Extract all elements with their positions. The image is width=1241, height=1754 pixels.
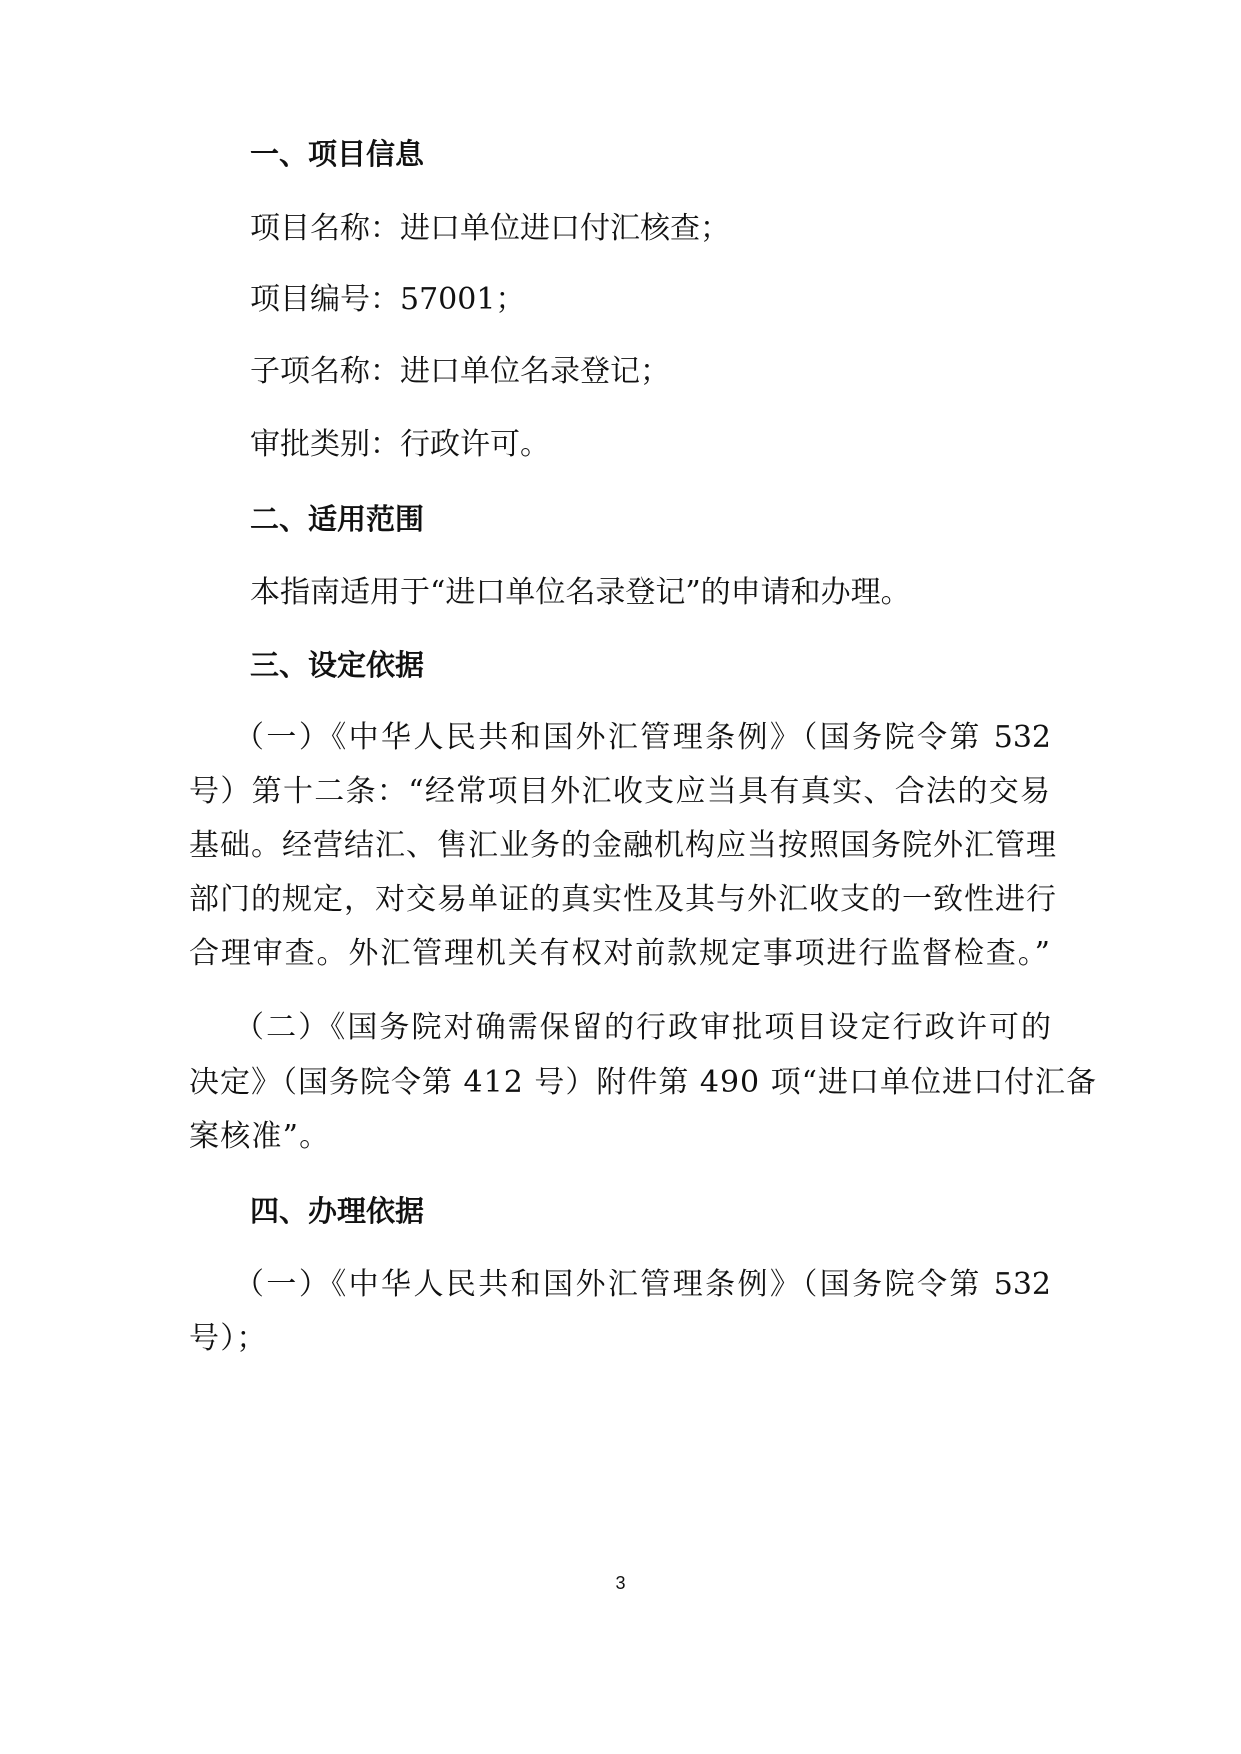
paragraph-line: 基础。经营结汇、售汇业务的金融机构应当按照国务院外汇管理 (189, 828, 1057, 863)
paragraph-line: 部门的规定，对交易单证的真实性及其与外汇收支的一致性进行 (189, 882, 1057, 917)
section-heading-handling-basis: 四、办理依据 (250, 1194, 425, 1228)
section-heading-legal-basis: 三、设定依据 (250, 648, 425, 682)
scope-text: 本指南适用于“进口单位名录登记”的申请和办理。 (250, 575, 911, 610)
paragraph-line: 号）第十二条：“经常项目外汇收支应当具有真实、合法的交易 (189, 774, 1051, 809)
subitem-name-line: 子项名称：进口单位名录登记； (250, 354, 670, 389)
paragraph-line: 案核准”。 (189, 1119, 331, 1154)
page-number: 3 (615, 1573, 626, 1593)
paragraph-line: （一）《中华人民共和国外汇管理条例》（国务院令第 532 (234, 1267, 1051, 1302)
approval-category-line: 审批类别：行政许可。 (250, 427, 550, 462)
paragraph-line: 决定》（国务院令第 412 号）附件第 490 项“进口单位进口付汇备 (189, 1065, 1098, 1100)
paragraph-line: （二）《国务院对确需保留的行政审批项目设定行政许可的 (234, 1010, 1051, 1045)
paragraph-line: 合理审查。外汇管理机关有权对前款规定事项进行监督检查。” (189, 936, 1051, 971)
project-number-line: 项目编号：57001； (250, 282, 526, 317)
project-name-line: 项目名称：进口单位进口付汇核查； (250, 211, 730, 246)
paragraph-line: （一）《中华人民共和国外汇管理条例》（国务院令第 532 (234, 720, 1051, 755)
section-heading-project-info: 一、项目信息 (250, 137, 425, 171)
section-heading-scope: 二、适用范围 (250, 502, 425, 536)
paragraph-line: 号）； (189, 1321, 268, 1356)
